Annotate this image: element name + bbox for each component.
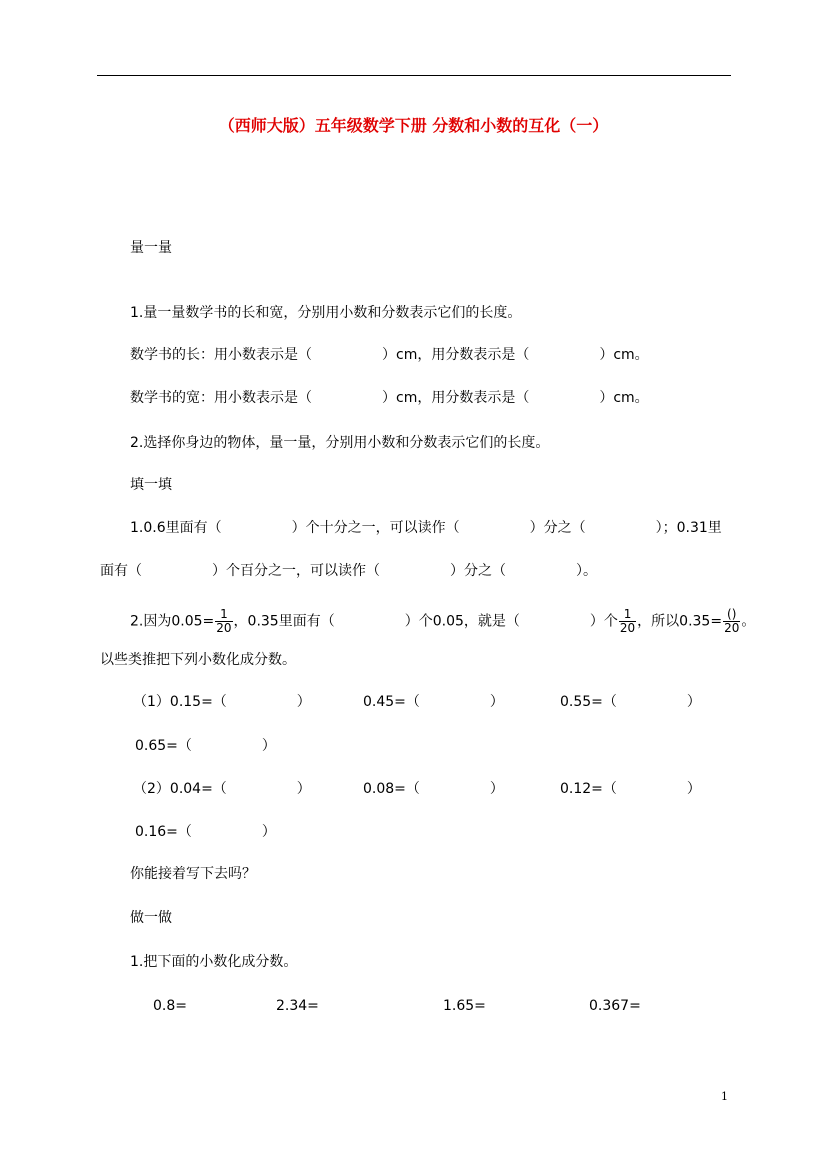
fraction-1-20-a: $\frac{1}{20}$	[216, 607, 232, 635]
row2-item-c: 0.12=（ ）	[560, 781, 701, 797]
row2-item-b: 0.08=（ ）	[363, 781, 504, 797]
page-number: 1	[721, 1090, 728, 1103]
row1-item-d: 0.65=（ ）	[135, 738, 276, 754]
row2-item-d: 0.16=（ ）	[135, 824, 276, 840]
measure-question-1: 1.量一量数学书的长和宽，分别用小数和分数表示它们的长度。	[130, 305, 522, 321]
measure-length: 数学书的长：用小数表示是（ ）cm，用分数表示是（ ）cm。	[130, 347, 649, 363]
q2-text-c: ，所以0.35=	[637, 613, 723, 630]
header-rule	[97, 75, 731, 76]
fill-question-1-line-1: 1.0.6里面有（ ）个十分之一，可以读作（ ）分之（ ）；0.31里	[130, 520, 722, 536]
row1-item-c: 0.55=（ ）	[560, 694, 701, 710]
continue-prompt: 你能接着写下去吗？	[130, 866, 256, 882]
fraction-1-20-b: $\frac{1}{20}$	[619, 607, 636, 635]
q2-text-d: 。	[741, 613, 756, 630]
page-title: （西师大版）五年级数学下册 分数和小数的互化（一）	[218, 116, 609, 135]
do-item-1: 0.8=	[153, 998, 187, 1014]
section-heading-do: 做一做	[130, 910, 172, 926]
section-heading-measure: 量一量	[130, 240, 172, 256]
q2-text-a: 2.因为0.05=	[130, 613, 215, 630]
fraction-blank-20: $\frac{()}{20}$	[724, 607, 740, 635]
fill-question-1-line-2: 面有（ ）个百分之一，可以读作（ ）分之（ ）。	[100, 563, 597, 579]
measure-width: 数学书的宽：用小数表示是（ ）cm，用分数表示是（ ）cm。	[130, 390, 649, 406]
do-item-4: 0.367=	[589, 998, 641, 1014]
section-heading-fill: 填一填	[130, 477, 172, 493]
fill-question-2	[130, 608, 755, 635]
row1-item-a: （1）0.15=（ ）	[133, 694, 311, 710]
fill-question-2-line-2: 以些类推把下列小数化成分数。	[100, 652, 296, 668]
measure-question-2: 2.选择你身边的物体，量一量，分别用小数和分数表示它们的长度。	[130, 435, 550, 451]
row1-item-b: 0.45=（ ）	[363, 694, 504, 710]
row2-item-a: （2）0.04=（ ）	[133, 781, 311, 797]
do-item-3: 1.65=	[443, 998, 486, 1014]
do-question-1: 1.把下面的小数化成分数。	[130, 954, 298, 970]
do-item-2: 2.34=	[276, 998, 319, 1014]
q2-text-b: ，0.35里面有（ ）个0.05，就是（ ）个	[233, 613, 618, 630]
